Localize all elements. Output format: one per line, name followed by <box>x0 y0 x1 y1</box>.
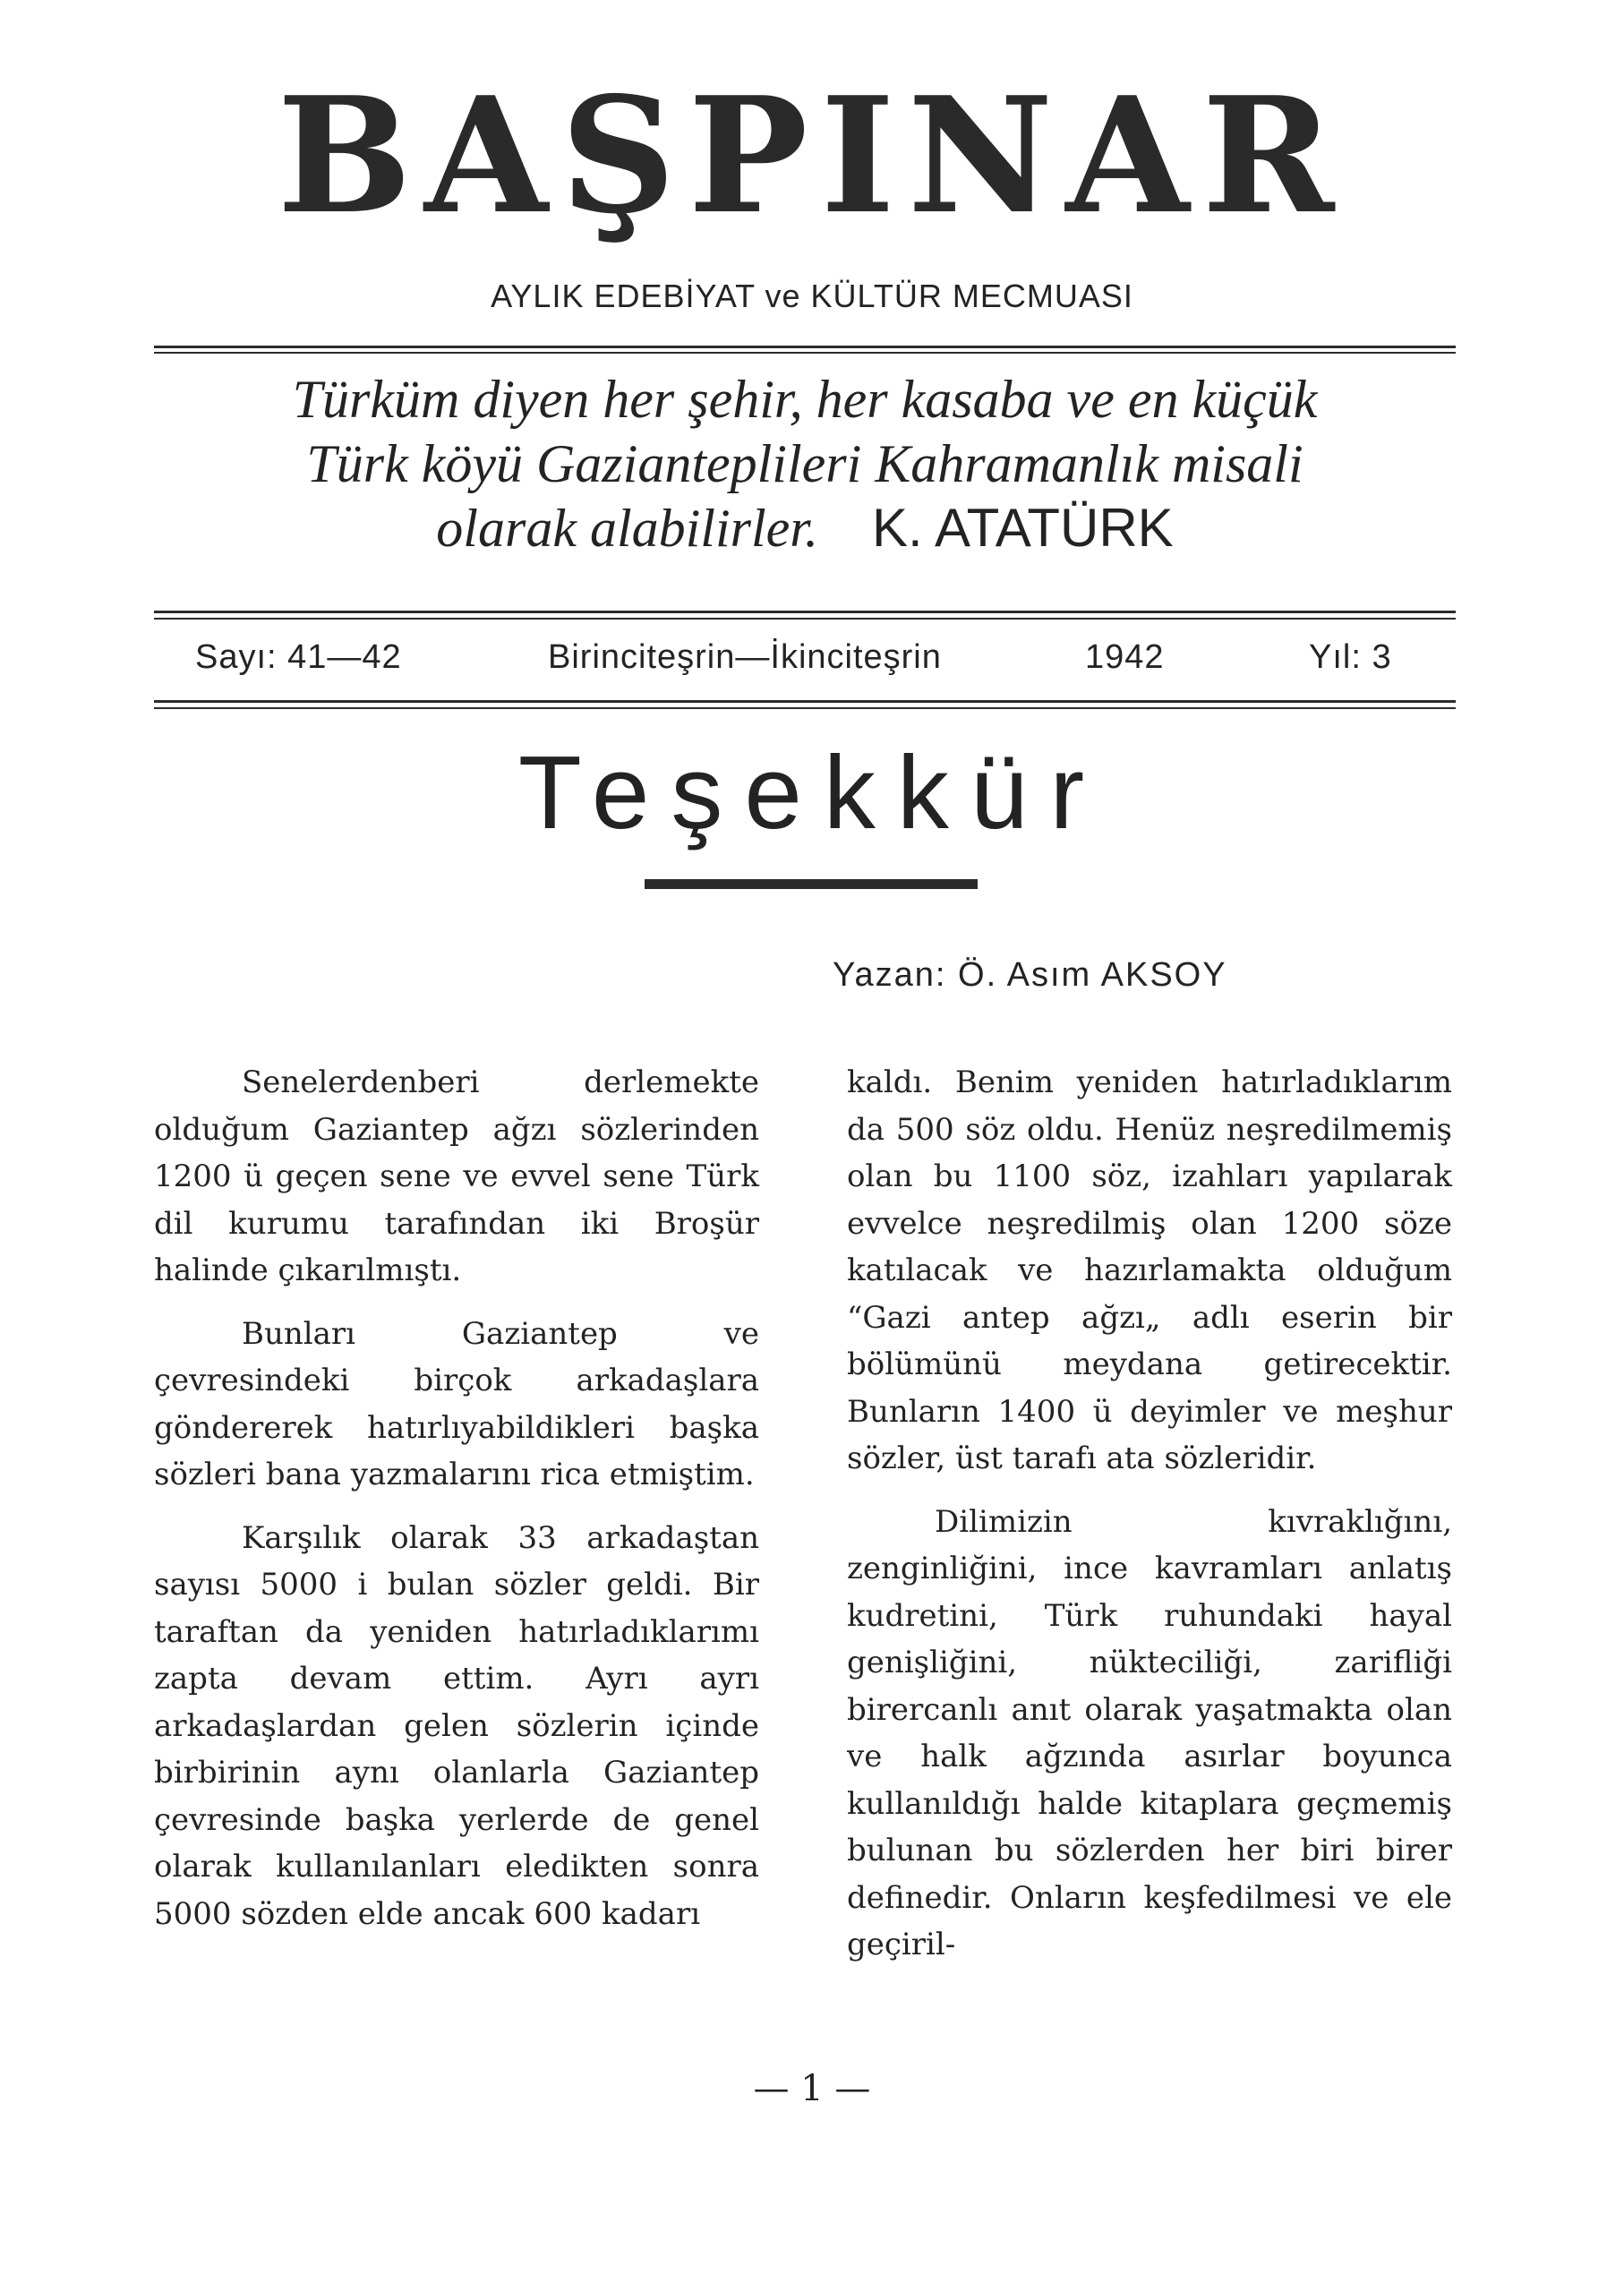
page-number: — 1 — <box>753 2068 871 2109</box>
article-author: Yazan: Ö. Asım AKSOY <box>833 956 1227 994</box>
motto <box>154 367 1456 560</box>
motto-line-3 <box>154 496 1456 560</box>
paragraph: Senelerdenberi derlemekte olduğum Gaziantep ağzı sözlerinden 1200 ü geçen sene ve evvel sene Türk dil kurumu tarafından iki Broşür halinde çıkarılmıştı. <box>154 1064 759 1288</box>
issue-year: 1942 <box>1085 638 1165 676</box>
right-column <box>847 1059 1452 1985</box>
divider <box>154 707 1456 709</box>
masthead-subtitle: AYLIK EDEBİYAT ve KÜLTÜR MECMUASI <box>491 278 1133 314</box>
motto-line-2: Türk köyü Gazianteplileri Kahramanlık misali <box>306 434 1303 493</box>
paragraph: Bunları Gaziantep ve çevresindeki birçok arkadaşlara göndererek hatırlıyabildikleri başka sözleri bana yazmalarını rica etmiştim. <box>154 1315 759 1492</box>
masthead-title: BAŞPINAR <box>277 62 1347 249</box>
motto-line-3-text: olarak alabilirler. <box>436 499 818 558</box>
divider <box>154 700 1456 703</box>
article-title: Teşekkür <box>517 734 1107 851</box>
left-column <box>154 1059 759 1953</box>
issue-volume: Yıl: 3 <box>1309 638 1392 676</box>
divider <box>154 611 1456 613</box>
paragraph: Karşılık olarak 33 arkadaştan sayısı 5000 i bulan sözler geldi. Bir taraftan da yeniden hatırladıklarımı zapta devam ettim. Ayrı ayrı arkadaşlardan gelen sözlerin içinde birbirinin aynı olanlarla Gaziantep çevresinde başka yerlerde de genel olarak kullanılanları eledikten sonra 5000 sözden elde ancak 600 kadarı <box>154 1519 759 1932</box>
divider <box>154 352 1456 354</box>
motto-attribution: K. ATATÜRK <box>871 498 1174 558</box>
issue-months: Birinciteşrin—İkinciteşrin <box>548 638 942 676</box>
paragraph: kaldı. Benim yeniden hatırladıklarım da 500 söz oldu. Henüz neşredilmemiş olan bu 1100 söz, izahları yapılarak evvelce neşredilmiş olan 1200 söze katılacak ve hazırlamakta olduğum “Gazi antep ağzı„ adlı eserin bir bölümünü meydana getirecektir. Bunların 1400 ü deyimler ve meşhur sözler, üst tarafı ata sözleridir. <box>847 1064 1452 1476</box>
title-underline <box>645 879 978 889</box>
issue-number: Sayı: 41—42 <box>195 638 402 676</box>
divider <box>154 346 1456 348</box>
paragraph: Dilimizin kıvraklığını, zenginliğini, ince kavramları anlatış kudretini, Türk ruhundaki hayal genişliğini, nükteciliği, zarifliği birercanlı anıt olarak yaşatmakta olan ve halk ağzında asırlar boyunca kullanıldığı halde kitaplara geçmemiş bulunan bu sözlerden her biri birer definedir. Onların keşfedilmesi ve ele geçiril- <box>847 1503 1452 1962</box>
motto-line-1: Türküm diyen her şehir, her kasaba ve en küçük <box>292 370 1318 429</box>
divider <box>154 618 1456 620</box>
